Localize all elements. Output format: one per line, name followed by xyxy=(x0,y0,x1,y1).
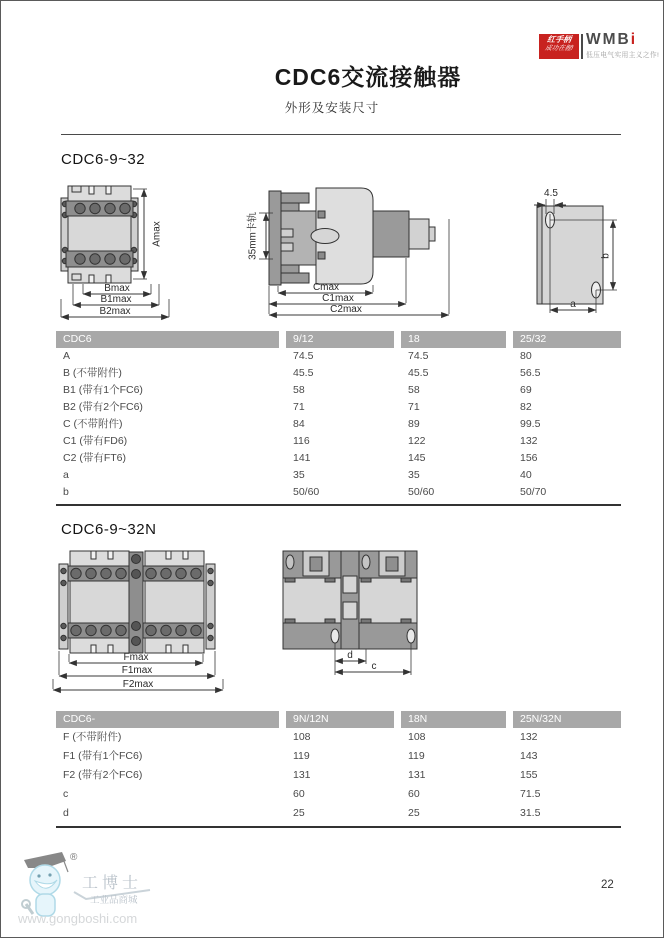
cell-value: 35 xyxy=(408,469,420,481)
col-header: 18N xyxy=(401,711,506,728)
col-header: 25/32 xyxy=(513,331,621,348)
cell-value: 45.5 xyxy=(293,367,314,379)
registered-mark: ® xyxy=(70,852,78,863)
dimensions-table-1 xyxy=(56,331,621,506)
table-row xyxy=(56,804,621,823)
dim-label-c2max: C2max xyxy=(330,304,362,315)
cell-value: 131 xyxy=(408,769,426,781)
row-label: C (不带附件) xyxy=(63,418,123,430)
cell-value: 84 xyxy=(293,418,305,430)
cell-value: 58 xyxy=(408,384,420,396)
watermark-subtitle: 工业品商城 xyxy=(90,895,138,906)
dim-label-4-5: 4.5 xyxy=(544,188,558,199)
table-row xyxy=(56,348,621,365)
cell-value: 31.5 xyxy=(520,807,541,819)
table-row xyxy=(56,365,621,382)
table-row xyxy=(56,728,621,747)
header-rule xyxy=(61,134,621,135)
row-label: a xyxy=(63,469,69,481)
contactor-pair-top xyxy=(283,551,417,649)
cell-value: 143 xyxy=(520,750,538,762)
cell-value: 71 xyxy=(408,401,420,413)
cell-value: 156 xyxy=(520,452,538,464)
dim-label-din-rail: 35mm卡轨 xyxy=(247,212,259,260)
cell-value: 69 xyxy=(520,384,532,396)
table-row xyxy=(56,766,621,785)
col-header: CDC6 xyxy=(56,331,279,348)
drawing-top-view-n xyxy=(279,546,429,681)
drawing-mounting-holes xyxy=(526,184,626,319)
cell-value: 71 xyxy=(293,401,305,413)
table-row xyxy=(56,382,621,399)
col-header: 25N/32N xyxy=(513,711,621,728)
table-row xyxy=(56,399,621,416)
row-label: F2 (带有2个FC6) xyxy=(63,769,143,781)
mounting-plate xyxy=(537,206,603,304)
cell-value: 45.5 xyxy=(408,367,429,379)
brand-accent: i xyxy=(630,31,638,48)
dimensions-table-2 xyxy=(56,711,621,828)
table-row xyxy=(56,433,621,450)
cell-value: 60 xyxy=(293,788,305,800)
brand-slogan: 低压电气实用主义之作! xyxy=(586,52,660,59)
cell-value: 60 xyxy=(408,788,420,800)
dim-label-a: a xyxy=(570,299,576,310)
section2-title: CDC6-9~32N xyxy=(61,521,157,538)
row-label: A xyxy=(63,350,71,362)
cell-value: 145 xyxy=(408,452,426,464)
page-title: CDC6交流接触器 xyxy=(274,64,462,90)
brand-divider xyxy=(581,34,583,59)
cell-value: 74.5 xyxy=(293,350,314,362)
watermark-url: www.gongboshi.com xyxy=(18,911,138,926)
contactor-side-body xyxy=(269,188,435,285)
cell-value: 99.5 xyxy=(520,418,541,430)
cell-value: 108 xyxy=(408,731,426,743)
dim-label-f1max: F1max xyxy=(121,665,153,676)
front-view-n-dimensions xyxy=(53,651,223,690)
dim-label-bmax: Bmax xyxy=(104,283,130,294)
dim-label-f2max: F2max xyxy=(122,679,154,690)
row-label: B (不带附件) xyxy=(63,367,122,379)
dim-label-fmax: Fmax xyxy=(123,652,149,663)
cell-value: 25 xyxy=(408,807,420,819)
watermark-name: 工 博 士 xyxy=(82,875,139,892)
cell-value: 74.5 xyxy=(408,350,429,362)
drawing-front-view-n xyxy=(51,546,236,698)
drawing-front-view xyxy=(56,181,181,321)
brand-logo xyxy=(586,31,637,49)
cell-value: 141 xyxy=(293,452,311,464)
brand-main: WMB xyxy=(586,31,631,48)
red-handle-badge xyxy=(539,34,579,59)
col-header: CDC6- xyxy=(56,711,279,728)
cell-value: 108 xyxy=(293,731,311,743)
dim-label-c1max: C1max xyxy=(322,293,354,304)
cell-value: 132 xyxy=(520,731,538,743)
table-header-row xyxy=(56,331,621,348)
cell-value: 40 xyxy=(520,469,532,481)
col-header: 9/12 xyxy=(286,331,394,348)
dim-label-cmax: Cmax xyxy=(312,282,340,293)
cell-value: 116 xyxy=(293,435,310,447)
cell-value: 50/60 xyxy=(293,486,320,498)
table-row xyxy=(56,467,621,484)
cell-value: 131 xyxy=(293,769,311,781)
table-row xyxy=(56,416,621,433)
cell-value: 82 xyxy=(520,401,532,413)
table-row xyxy=(56,785,621,804)
section1-title: CDC6-9~32 xyxy=(61,151,146,168)
contactor-front-body xyxy=(61,186,138,283)
row-label: B2 (带有2个FC6) xyxy=(63,401,143,413)
row-label: B1 (带有1个FC6) xyxy=(63,384,143,396)
cell-value: 119 xyxy=(408,750,425,762)
dim-label-b1max: B1max xyxy=(100,294,132,305)
cell-value: 155 xyxy=(520,769,538,781)
cell-value: 25 xyxy=(293,807,305,819)
table-bottom-rule xyxy=(56,504,621,506)
badge-line1: 红手柄 xyxy=(546,35,572,44)
dim-label-c: c xyxy=(371,661,377,672)
cell-value: 132 xyxy=(520,435,538,447)
table-header-row xyxy=(56,711,621,728)
row-label: F (不带附件) xyxy=(63,731,122,743)
row-label: C2 (带有FT6) xyxy=(63,452,126,464)
cell-value: 56.5 xyxy=(520,367,541,379)
cell-value: 122 xyxy=(408,435,426,447)
cell-value: 119 xyxy=(293,750,310,762)
row-label: d xyxy=(63,807,69,819)
cell-value: 35 xyxy=(293,469,305,481)
cell-value: 71.5 xyxy=(520,788,541,800)
col-header: 18 xyxy=(401,331,506,348)
dim-label-b2max: B2max xyxy=(99,306,131,317)
table-row xyxy=(56,484,621,501)
dim-label-amax: Amax xyxy=(151,221,163,247)
badge-line2: 成功在握! xyxy=(544,44,574,52)
table-bottom-rule xyxy=(56,826,621,828)
cell-value: 50/60 xyxy=(408,486,435,498)
cell-value: 58 xyxy=(293,384,305,396)
mascot-icon xyxy=(22,852,68,916)
table-row xyxy=(56,450,621,467)
drawing-side-view xyxy=(246,181,461,319)
col-header: 9N/12N xyxy=(286,711,394,728)
row-label: F1 (带有1个FC6) xyxy=(63,750,143,762)
dim-label-b: b xyxy=(600,253,612,259)
cell-value: 50/70 xyxy=(520,486,547,498)
page-number: 22 xyxy=(601,879,614,891)
row-label: c xyxy=(63,788,69,800)
page-subtitle: 外形及安装尺寸 xyxy=(284,101,380,115)
dim-label-d: d xyxy=(347,650,353,661)
cell-value: 89 xyxy=(408,418,420,430)
cell-value: 80 xyxy=(520,350,532,362)
table-row xyxy=(56,747,621,766)
row-label: C1 (带有FD6) xyxy=(63,435,128,447)
contactor-pair-front xyxy=(59,551,215,653)
row-label: b xyxy=(63,486,69,498)
watermark-logo xyxy=(16,846,171,931)
